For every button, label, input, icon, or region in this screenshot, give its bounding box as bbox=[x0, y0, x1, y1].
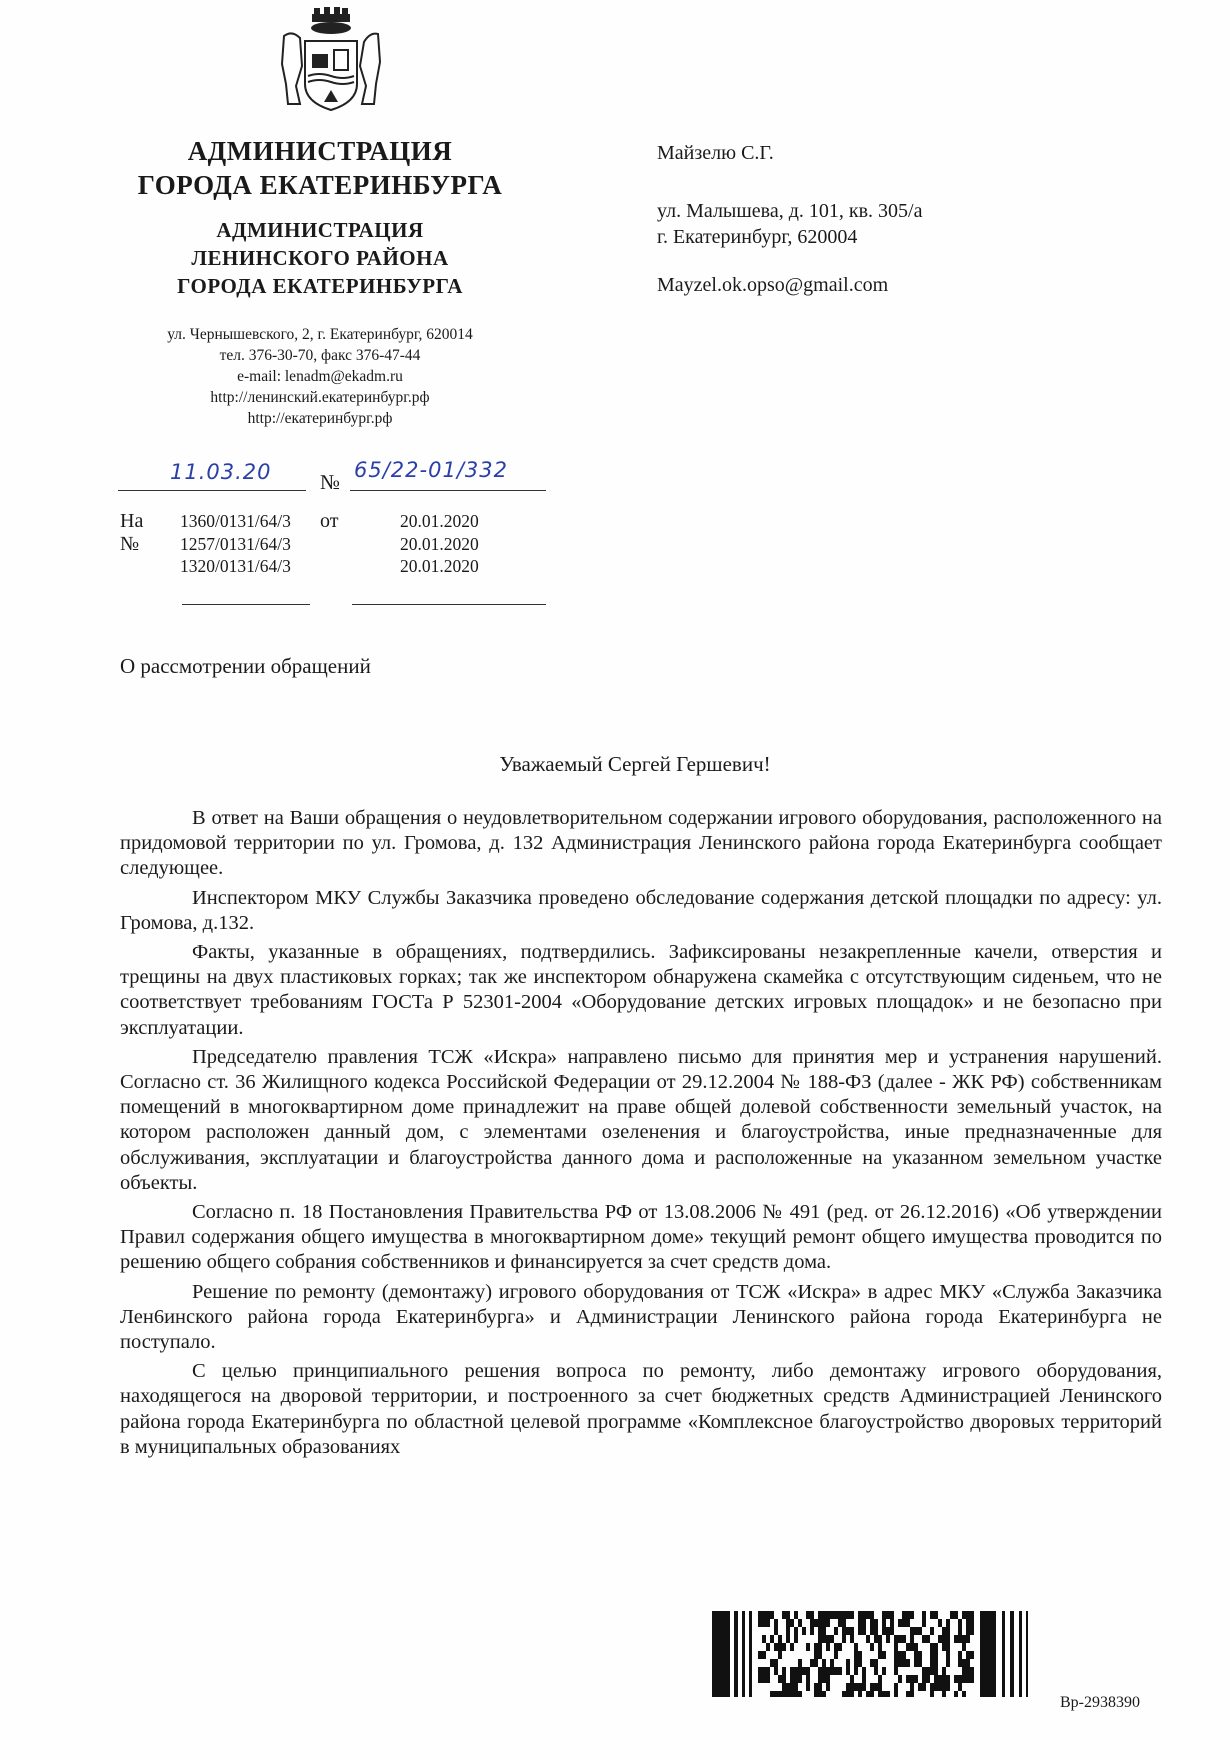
barcode-label: Вр-2938390 bbox=[1060, 1694, 1140, 1711]
org-sub-name bbox=[110, 216, 530, 300]
reference-number: 1360/0131/64/3 bbox=[180, 511, 291, 531]
recipient-email: Mayzel.ok.opso@gmail.com bbox=[657, 274, 889, 296]
org-phone: тел. 376-30-70, факс 376-47-44 bbox=[219, 347, 421, 364]
org-website-city: http://екатеринбург.рф bbox=[247, 410, 393, 427]
recipient-address-line1: ул. Малышева, д. 101, кв. 305/а bbox=[657, 200, 923, 222]
org-main-line: АДМИНИСТРАЦИЯ bbox=[187, 136, 453, 166]
reference-blank-line bbox=[182, 604, 310, 605]
org-email: e-mail: lenadm@ekadm.ru bbox=[237, 368, 403, 385]
salutation: Уважаемый Сергей Гершевич! bbox=[499, 752, 771, 776]
org-sub-line: ЛЕНИНСКОГО РАЙОНА bbox=[191, 246, 449, 270]
body-paragraph: Председателю правления ТСЖ «Искра» направлено письмо для принятия мер и устранения нарушений. Согласно ст. 36 Жилищного кодекса Российской Федерации от 29.12.2004 № 188-ФЗ (далее - ЖК РФ) собственникам помещений в многоквартирном доме принадлежит на праве общей долевой собственности земельный участок, на котором расположен данный дом, с элементами озеленения и благоустройства, иные предназначенные для обслуживания, эксплуатации и благоустройства данного дома и расположенные на указанном земельном участке объекты. bbox=[120, 1045, 1162, 1194]
body-paragraph: Решение по ремонту (демонтажу) игрового оборудования от ТСЖ «Искра» в адрес МКУ «Служба Заказчика Лен6инского района города Екатеринбурга» и Администрации Ленинского района города Екатеринбурга не поступало. bbox=[120, 1280, 1162, 1354]
recipient-name: Майзелю С.Г. bbox=[657, 142, 774, 164]
reference-label: На № bbox=[120, 510, 144, 555]
number-sign: № bbox=[320, 470, 341, 494]
letter-subject: О рассмотрении обращений bbox=[120, 654, 371, 678]
body-paragraph: С целью принципиального решения вопроса по ремонту, либо демонтажу игрового оборудования, находящегося на дворовой территории, и построенного за счет бюджетных средств Администрацией Ленинского района города Екатеринбурга по областной целевой программе «Комплексное благоустройство дворовых территорий в муниципальных образованиях bbox=[120, 1360, 1162, 1458]
registration-number: 65/22-01/332 bbox=[354, 458, 508, 482]
letter-body bbox=[120, 806, 1162, 1464]
reference-blank-line bbox=[352, 604, 546, 605]
body-paragraph: Инспектором МКУ Службы Заказчика проведено обследование содержания детской площадки по адресу: ул. Громова, д.132. bbox=[120, 886, 1162, 934]
org-contacts bbox=[110, 324, 530, 429]
org-sub-line: ГОРОДА ЕКАТЕРИНБУРГА bbox=[177, 274, 463, 298]
body-paragraph: Согласно п. 18 Постановления Правительства РФ от 13.08.2006 № 491 (ред. от 26.12.2016) «Об утверждении Правил содержания общего имущества в многоквартирном доме» текущий ремонт общего имущества проводится по решению общего собрания собственников и финансируется за счет средств дома. bbox=[120, 1201, 1162, 1274]
letterhead bbox=[110, 134, 530, 429]
org-address: ул. Чернышевского, 2, г. Екатеринбург, 620014 bbox=[167, 326, 473, 343]
org-sub-line: АДМИНИСТРАЦИЯ bbox=[216, 218, 424, 242]
reference-date: 20.01.2020 bbox=[400, 556, 479, 576]
body-paragraph: В ответ на Ваши обращения о неудовлетворительном содержании игрового оборудования, расположенного на придомовой территории по ул. Громова, д. 132 Администрация Ленинского района города Екатеринбурга сообщает следующее. bbox=[120, 807, 1162, 880]
city-coat-of-arms-icon bbox=[272, 6, 390, 116]
reference-date: 20.01.2020 bbox=[400, 511, 479, 531]
recipient-address-line2: г. Екатеринбург, 620004 bbox=[657, 226, 858, 248]
recipient-block bbox=[657, 140, 922, 298]
reference-number: 1257/0131/64/3 bbox=[180, 533, 291, 554]
barcode-icon bbox=[712, 1611, 1057, 1697]
registration-date: 11.03.20 bbox=[170, 460, 272, 484]
org-main-name bbox=[110, 134, 530, 202]
body-paragraph: Факты, указанные в обращениях, подтвердились. Зафиксированы незакрепленные качели, отверстия и трещины на двух пластиковых горках; так же инспектором обнаружена скамейка с отсутствующим сиденьем, что не соответствует требованиям ГОСТа Р 52301-2004 «Оборудование детских игровых площадок» и не безопасно при эксплуатации. bbox=[120, 941, 1162, 1039]
reference-number: 1320/0131/64/3 bbox=[180, 556, 291, 576]
org-website-district: http://ленинский.екатеринбург.рф bbox=[210, 389, 430, 406]
reference-from-label: от bbox=[320, 510, 339, 532]
org-main-line: ГОРОДА ЕКАТЕРИНБУРГА bbox=[137, 170, 503, 200]
reference-date: 20.01.2020 bbox=[400, 533, 479, 554]
